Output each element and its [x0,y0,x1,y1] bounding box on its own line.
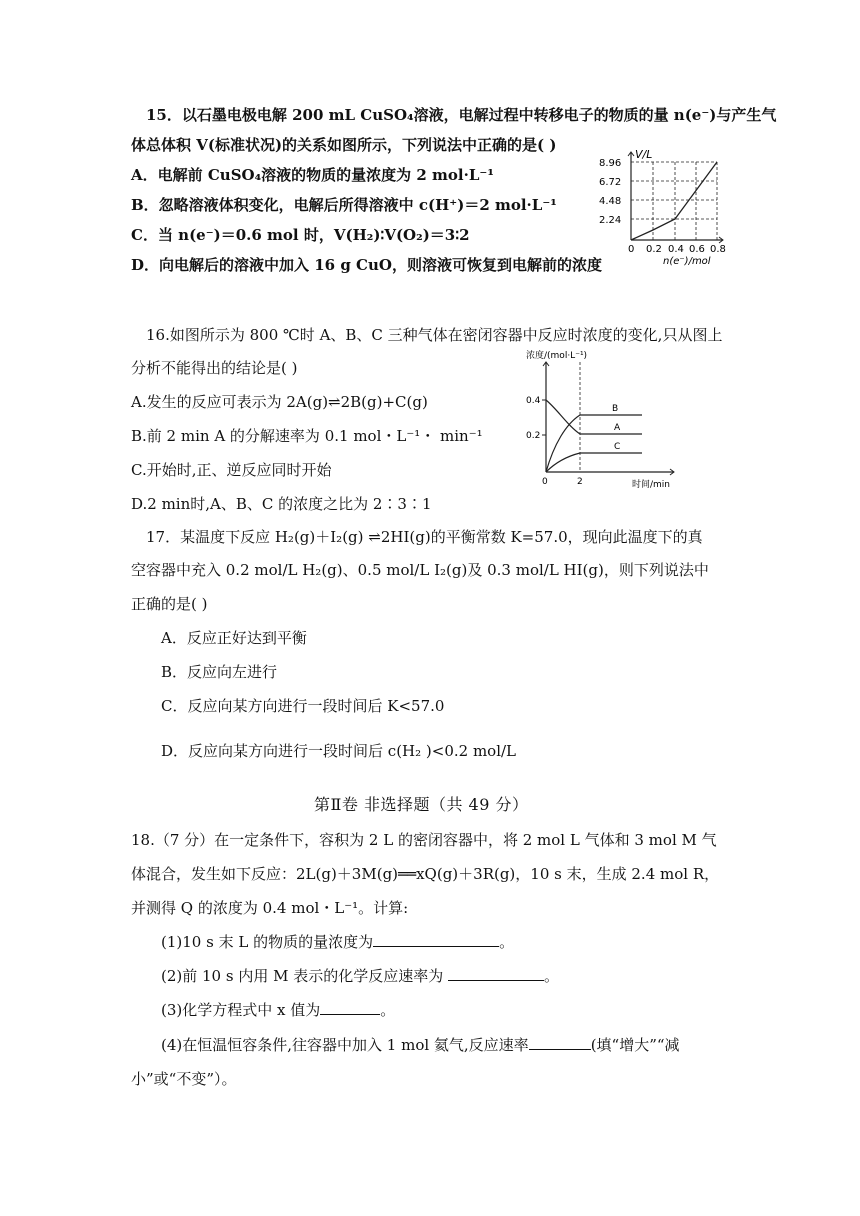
q16-curve-b [546,415,642,472]
q17-option-b: B．反应向左进行 [161,663,278,681]
q15-x-tick: 0.8 [710,244,726,255]
q16-y-tick: 0.4 [526,396,541,406]
q18-sub2-text: (2)前 10 s 内用 M 表示的化学反应速率为 [161,967,449,985]
q15-y-axis-label: V/L [635,148,653,161]
q15-y-tick: 4.48 [599,196,622,207]
q16-series-label-c: C [614,442,621,452]
q18-sub1-text: (1)10 s 末 L 的物质的量浓度为 [161,933,374,951]
q15-y-tick: 2.24 [599,215,622,226]
q16-stem-line2: 分析不能得出的结论是( ) [131,359,298,377]
q18-sub1-answer-blank[interactable] [373,932,499,947]
q18-stem-line1: 18.（7 分）在一定条件下，容积为 2 L 的密闭容器中，将 2 mol L 气体和 3 mol M 气 [131,831,717,849]
q16-curve-a [546,400,642,434]
q16-x-tick: 2 [577,477,583,487]
q16-series-label-a: A [614,423,621,433]
q16-option-c: C.开始时,正、逆反应同时开始 [131,461,332,479]
q15-x-tick: 0.2 [646,244,662,255]
q16-y-tick: 0.2 [526,431,541,441]
q15-stem-line2: 体总体积 V(标准状况)的关系如图所示，下列说法中正确的是( ) [131,136,557,154]
q17-stem-line1: 17．某温度下反应 H₂(g)＋I₂(g) ⇌2HI(g)的平衡常数 K=57.0，现向此温度下的真 [146,528,703,546]
q17-option-c: C．反应向某方向进行一段时间后 K<57.0 [161,697,445,715]
q15-y-tick: 8.96 [599,158,622,169]
q17-option-a: A．反应正好达到平衡 [161,629,307,647]
q16-option-a: A.发生的反应可表示为 2A(g)⇌2B(g)+C(g) [131,393,428,411]
q16-stem-line1: 16.如图所示为 800 ℃时 A、B、C 三种气体在密闭容器中反应时浓度的变化,只从图上 [146,326,723,344]
q17-option-d: D．反应向某方向进行一段时间后 c(H₂ )<0.2 mol/L [161,742,517,760]
q16-option-b: B.前 2 min A 的分解速率为 0.1 mol・L⁻¹・ min⁻¹ [131,427,483,445]
q16-y-axis-label: 浓度/(mol·L⁻¹) [526,351,588,361]
q18-sub4-text: (4)在恒温恒容条件,往容器中加入 1 mol 氦气,反应速率 [161,1036,529,1054]
q15-graph [595,148,735,266]
q18-sub4 [161,1035,680,1055]
q15-x-tick: 0.4 [668,244,684,255]
q18-sub1 [161,932,514,952]
q18-sub4-line2: 小”或“不变”）。 [131,1070,237,1088]
q15-option-d: D．向电解后的溶液中加入 16 g CuO，则溶液可恢复到电解前的浓度 [131,256,602,274]
q16-x-tick: 0 [542,477,548,487]
q15-option-a: A．电解前 CuSO₄溶液的物质的量浓度为 2 mol·L⁻¹ [131,166,494,184]
q18-sub3-text: (3)化学方程式中 x 值为 [161,1001,321,1019]
q18-sub2 [161,966,559,986]
q16-curve-c [546,453,642,472]
q15-graph-curve [631,162,717,240]
q15-x-tick: 0 [628,244,635,255]
q15-option-b: B．忽略溶液体积变化，电解后所得溶液中 c(H⁺)＝2 mol·L⁻¹ [131,196,557,214]
q16-series-label-b: B [612,404,619,414]
q16-option-d: D.2 min时,A、B、C 的浓度之比为 2∶3∶1 [131,495,432,513]
q18-sub3 [161,1000,395,1020]
q18-sub4-hint: (填“增大”“减 [590,1036,680,1054]
q18-stem-line3: 并测得 Q 的浓度为 0.4 mol・L⁻¹。计算: [131,899,409,917]
section-title: 第Ⅱ卷 非选择题（共 49 分） [314,795,529,814]
q18-sub3-end: 。 [380,1001,396,1019]
q17-stem-line3: 正确的是( ) [131,595,208,613]
q16-graph [524,348,684,493]
q15-x-tick: 0.6 [689,244,705,255]
q18-sub1-end: 。 [499,933,515,951]
q16-x-axis-label: 时间/min [632,480,671,490]
q18-sub2-answer-blank[interactable] [448,966,544,981]
q15-x-axis-label: n(e⁻)/mol [663,256,711,266]
q18-stem-line2: 体混合，发生如下反应：2L(g)＋3M(g)══xQ(g)＋3R(g)，10 s 末，生成 2.4 mol R， [131,865,720,883]
q15-option-c: C．当 n(e⁻)＝0.6 mol 时，V(H₂)∶V(O₂)＝3∶2 [131,226,470,244]
q17-stem-line2: 空容器中充入 0.2 mol/L H₂(g)、0.5 mol/L I₂(g)及 0.3 mol/L HI(g)，则下列说法中 [131,561,709,579]
q18-sub3-answer-blank[interactable] [320,1000,380,1015]
q15-y-tick: 6.72 [599,177,622,188]
q15-stem-line1: 15．以石墨电极电解 200 mL CuSO₄溶液，电解过程中转移电子的物质的量 n(e⁻)与产生气 [146,106,777,124]
q18-sub2-end: 。 [544,967,560,985]
q18-sub4-answer-blank[interactable] [529,1035,591,1050]
